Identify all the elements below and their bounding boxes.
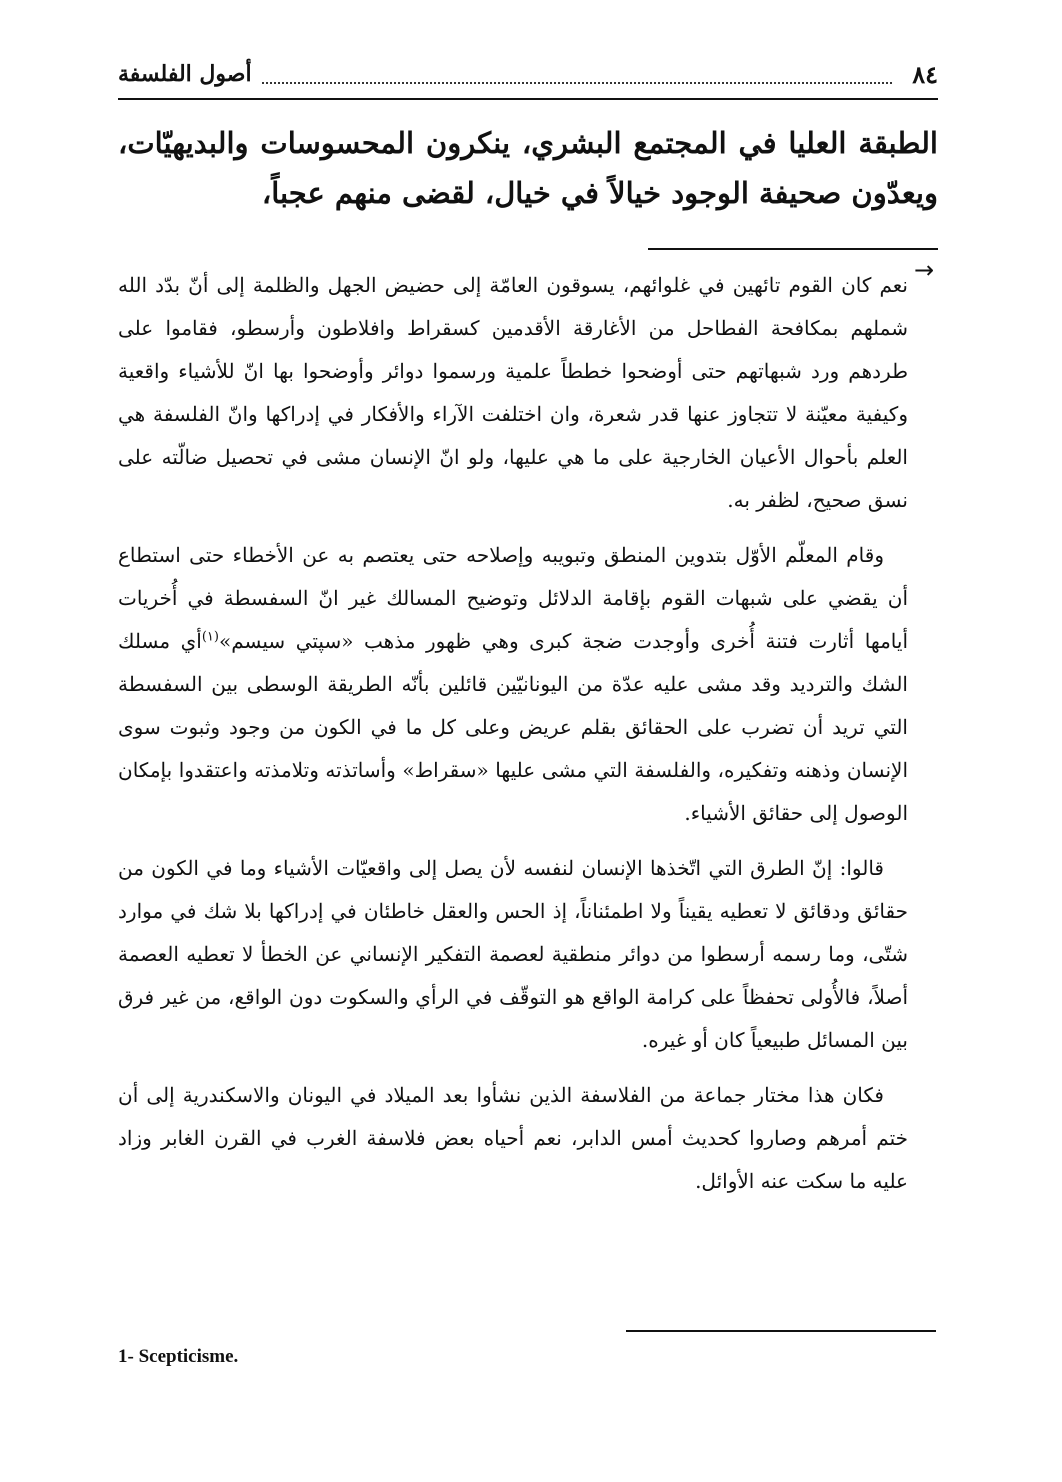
- book-title: أصول الفلسفة: [118, 61, 252, 87]
- running-header: [118, 52, 938, 96]
- paragraph-2: [118, 534, 908, 835]
- paragraph-1: نعم كان القوم تائهين في غلوائهم، يسوقون العامّة إلى حضيض الجهل والظلمة إلى أنّ بدّد الله شملهم بمكافحة الفطاحل من الأغارقة الأقدمين كسقراط وافلاطون وأرسطو، فقاموا على طردهم ورد شبهاتهم حتى أوضحوا خططاً علمية ورسموا دوائر وأوضحوا بها انّ للأشياء واقعية وكيفية معيّنة لا تتجاوز عنها قدر شعرة، وان اختلفت الآراء والأفكار في إدراكها وانّ الفلسفة هي العلم بأحوال الأعيان الخارجية على ما هي عليها، ولو انّ الإنسان مشى في تحصيل ضالّته على نسق صحيح، لظفر به.: [118, 273, 908, 512]
- paragraph-4: فكان هذا مختار جماعة من الفلاسفة الذين نشأوا بعد الميلاد في اليونان والاسكندرية إلى أن ختم أمرهم وصاروا كحديث أمس الدابر، نعم أحياه بعض فلاسفة الغرب في القرن الغابر وزاد عليه ما سكت عنه الأوائل.: [118, 1083, 908, 1193]
- paragraph-2-part-2: أي مسلك الشك والترديد وقد مشى عليه عدّة من اليونانيّين قائلين بأنّه الطريقة الوسطى بين السفسطة التي تريد أن تضرب على الحقائق بقلم عريض وعلى كل ما في الكون من وجود وثبوت سوى الإنسان وذهنه وتفكيره، والفلسفة التي مشى عليها «سقراط» وأساتذته وتلامذته واعتقدوا بإمكان الوصول إلى حقائق الأشياء.: [118, 629, 908, 825]
- main-text-continuation: الطبقة العليا في المجتمع البشري، ينكرون المحسوسات والبديهيّات، ويعدّون صحيفة الوجود خيالاً في خيال، لقضى منهم عجباً،: [118, 126, 938, 210]
- footnote-separator-top: [648, 248, 938, 250]
- footnote-marker: (١): [201, 629, 219, 645]
- page-number: ٨٤: [912, 59, 938, 89]
- footnote-text: 1- Scepticisme.: [118, 1346, 239, 1367]
- continuation-arrow-icon: →: [914, 256, 935, 284]
- paragraph-3: قالوا: إنّ الطرق التي اتّخذها الإنسان لنفسه لأن يصل إلى واقعيّات الأشياء وما في الكون من حقائق ودقائق لا تعطيه يقيناً ولا اطمئناناً، إذ الحس والعقل خاطئان في إدراكها بلا شك في موارد شتّى، وما رسمه أرسطوا من دوائر منطقية لعصمة التفكير الإنساني عن الخطأ لا تعطيه العصمة أصلاً، فالأُولى تحفظاً على كرامة الواقع هو التوقّف في الرأي والسكوت دون الواقع، من غير فرق بين المسائل طبيعياً كان أو غيره.: [118, 856, 908, 1052]
- footnote-separator-bottom: [626, 1330, 936, 1332]
- footnote-continuation-text: [118, 264, 908, 1215]
- header-rule: [118, 98, 938, 100]
- paragraph-2-part-1: وقام المعلّم الأوّل بتدوين المنطق وتبويبه وإصلاحه حتى يعتصم به عن الأخطاء حتى استطاع أن يقضي على شبهات القوم بإقامة الدلائل وتوضيح المسالك غير انّ السفسطة في أُخريات أيامها أثارت فتنة أُخرى وأوجدت ضجة كبرى وهي ظهور مذهب «سپتي سيسم»: [118, 543, 908, 653]
- leader-dots: [262, 64, 893, 84]
